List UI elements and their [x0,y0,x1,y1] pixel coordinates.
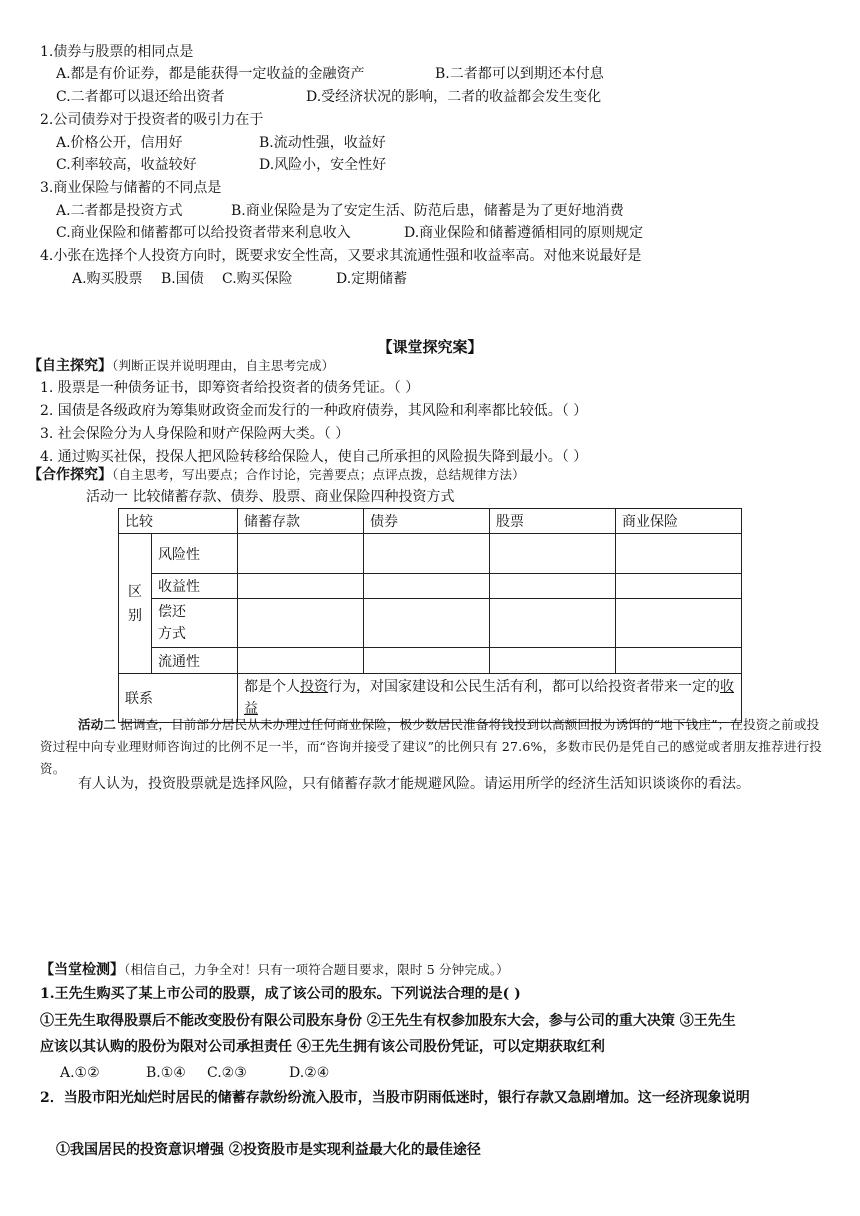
table-row-label: 偿还 方式 [152,599,238,648]
table-row [119,648,742,674]
question-2-option-d: D.风险小，安全性好 [259,157,387,173]
question-4-option-d: D.定期储蓄 [336,271,408,287]
test-q1-option-d: D.②④ [289,1065,330,1081]
table-header-cell: 债券 [364,509,490,534]
test-q2-stem: 2．当股市阳光灿烂时居民的储蓄存款纷纷流入股市，当股市阴雨低迷时，银行存款又急剧增加。这一经济现象说明 [40,1090,750,1106]
question-3-option-d: D.商业保险和储蓄遵循相同的原则规定 [404,225,644,241]
test-q1-line-2: 应该以其认购的股份为限对公司承担责任 ④王先生拥有该公司股份凭证，可以定期获取红利 [40,1039,605,1055]
table-cell[interactable] [364,574,490,599]
table-header-cell: 储蓄存款 [238,509,364,534]
question-3-option-c: C.商业保险和储蓄都可以给投资者带来利息收入 [56,225,351,241]
test-note: （相信自己，力争全对！只有一项符合题目要求，限时 5 分钟完成。） [124,962,510,977]
question-4-option-b: B.国债 [161,271,204,287]
table-row [119,574,742,599]
question-4-option-a: A.购买股票 [72,271,143,287]
activity-2-question: 有人认为，投资股票就是选择风险，只有储蓄存款才能规避风险。请运用所学的经济生活知识谈谈你的看法。 [78,776,750,792]
table-row [119,599,742,648]
activity-2-text: 据调查，目前部分居民从未办理过任何商业保险，极少数居民准备将钱投到以高额回报为诱饵的“地下钱庄”；在投资之前或投资过程中向专业理财师咨询过的比例不足一半，而“咨询并接受了建议”的比例只有 27.6%，多数市民仍是凭自己的感觉或者朋友推荐进行投资。 [40,717,822,776]
table-header-cell: 股票 [490,509,616,534]
table-cell[interactable] [616,574,742,599]
coop-explore-heading: 【合作探究】 [28,467,112,483]
link-text-underlined: 收益 [244,679,734,717]
activity-2-paragraph [40,714,822,780]
coop-explore-note: （自主思考，写出要点；合作讨论，完善要点；点评点拨，总结规律方法） [112,467,525,482]
link-text-part: 都是个人 [244,679,300,695]
table-cell[interactable] [364,599,490,648]
question-2-stem: 2.公司债券对于投资者的吸引力在于 [40,112,264,128]
section-title: 【课堂探究案】 [377,338,483,356]
table-row-label: 风险性 [152,534,238,574]
activity-1-title: 活动一 比较储蓄存款、债券、股票、商业保险四种投资方式 [86,489,455,505]
table-row-label: 收益性 [152,574,238,599]
table-header-cell: 商业保险 [616,509,742,534]
table-header-row [119,509,742,534]
question-2-option-c: C.利率较高，收益较好 [56,157,197,173]
question-1-option-b: B.二者都可以到期还本付息 [435,66,604,82]
table-cell[interactable] [616,648,742,674]
self-explore-item-4: 4. 通过购买社保，投保人把风险转移给保险人，使自己所承担的风险损失降到最小。（ ） [40,449,588,465]
table-cell[interactable] [238,599,364,648]
test-q2-line-1: ①我国居民的投资意识增强 ②投资股市是实现利益最大化的最佳途径 [56,1142,481,1158]
table-cell[interactable] [238,534,364,574]
table-row-label: 流通性 [152,648,238,674]
link-text-underlined: 投资 [300,679,328,695]
question-4-option-c: C.购买保险 [222,271,293,287]
question-2-option-a: A.价格公开，信用好 [56,135,183,151]
test-q1-option-a: A.①② [60,1065,100,1081]
test-heading: 【当堂检测】 [40,962,124,978]
question-3-option-a: A.二者都是投资方式 [56,203,183,219]
table-cell[interactable] [238,574,364,599]
test-q1-line-1: ①王先生取得股票后不能改变股份有限公司股东身份 ②王先生有权参加股东大会，参与公司的重大决策 ③王先生 [40,1013,736,1029]
self-explore-item-2: 2. 国债是各级政府为筹集财政资金而发行的一种政府债券，其风险和利率都比较低。（ ） [40,403,588,419]
question-1-stem: 1.债券与股票的相同点是 [40,44,194,60]
question-1-option-c: C.二者都可以退还给出资者 [56,89,225,105]
table-cell[interactable] [490,534,616,574]
table-cell[interactable] [616,599,742,648]
table-link-label: 联系 [119,674,238,723]
question-4-stem: 4.小张在选择个人投资方向时，既要求安全性高，又要求其流通性强和收益率高。对他来说最好是 [40,248,642,264]
test-q1-stem: 1.王先生购买了某上市公司的股票，成了该公司的股东。下列说法合理的是( ) [40,986,521,1002]
question-3-stem: 3.商业保险与储蓄的不同点是 [40,180,222,196]
self-explore-item-3: 3. 社会保险分为人身保险和财产保险两大类。（ ） [40,426,350,442]
table-cell[interactable] [490,574,616,599]
table-cell[interactable] [364,648,490,674]
activity-2-label: 活动二 [78,717,117,732]
test-q1-option-c: C.②③ [207,1065,247,1081]
question-1-option-d: D.受经济状况的影响，二者的收益都会发生变化 [306,89,602,105]
table-cell[interactable] [490,648,616,674]
comparison-table [118,508,742,723]
table-cell[interactable] [490,599,616,648]
table-cell[interactable] [616,534,742,574]
self-explore-heading: 【自主探究】 [28,358,112,374]
self-explore-item-1: 1. 股票是一种债务证书，即筹资者给投资者的债务凭证。（ ） [40,380,420,396]
question-3-option-b: B.商业保险是为了安定生活、防范后患，储蓄是为了更好地消费 [231,203,624,219]
table-group-label: 区 别 [119,534,152,674]
question-2-option-b: B.流动性强，收益好 [259,135,386,151]
question-1-option-a: A.都是有价证券，都是能获得一定收益的金融资产 [56,66,365,82]
table-cell[interactable] [238,648,364,674]
link-text-part: 行为，对国家建设和公民生活有利，都可以给投资者带来一定的 [328,679,720,695]
table-header-cell: 比较 [119,509,238,534]
self-explore-note: （判断正误并说明理由，自主思考完成） [112,358,335,373]
test-q1-option-b: B.①④ [146,1065,186,1081]
table-cell[interactable] [364,534,490,574]
table-row [119,534,742,574]
